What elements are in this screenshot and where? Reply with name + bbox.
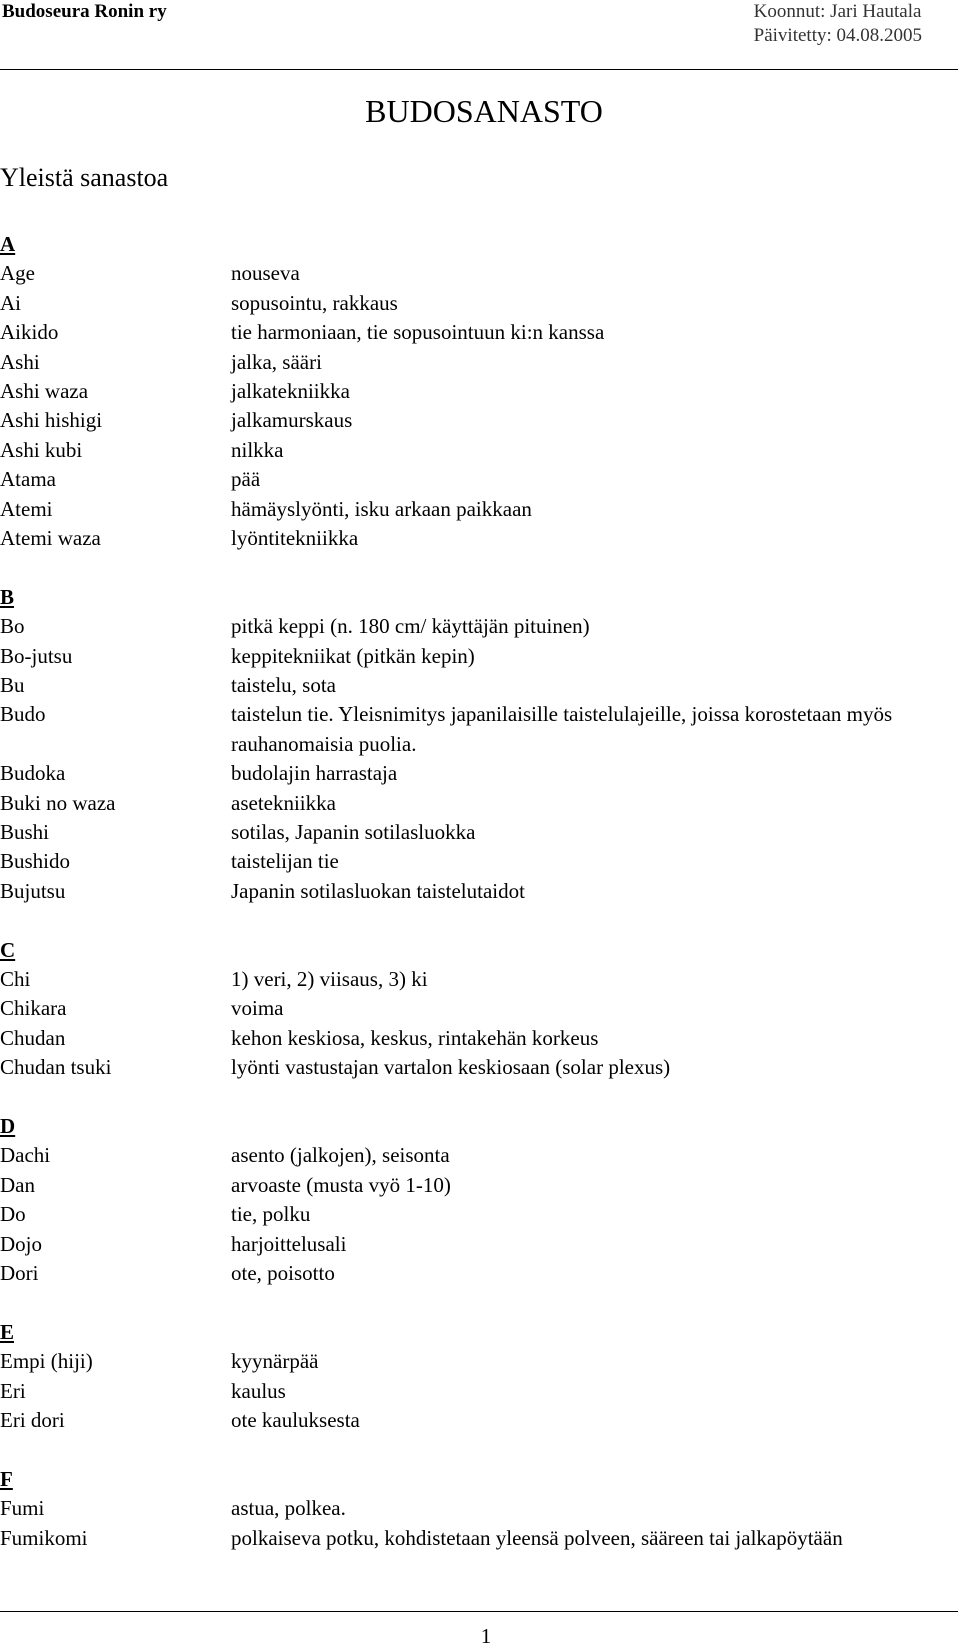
glossary-entry — [0, 789, 940, 818]
glossary-entry — [0, 289, 940, 318]
entry-term: Ashi kubi — [0, 437, 83, 462]
glossary-entry — [0, 847, 940, 876]
glossary-entry — [0, 259, 940, 288]
entry-definition: pitkä keppi (n. 180 cm/ käyttäjän pituinen) — [231, 614, 590, 639]
entry-definition: kehon keskiosa, keskus, rintakehän korkeus — [231, 1025, 599, 1050]
document-title-text: BUDOSANASTO — [365, 93, 603, 129]
glossary-section-a — [0, 230, 940, 553]
entry-definition: tie, polku — [231, 1202, 311, 1227]
entry-term: Bushi — [0, 820, 50, 845]
glossary-entry — [0, 671, 940, 700]
glossary-section-f — [0, 1465, 940, 1553]
section-letter: B — [0, 584, 15, 609]
entry-term: Atama — [0, 467, 56, 492]
glossary-entry — [0, 994, 940, 1023]
section-letter: C — [0, 937, 16, 962]
glossary-entry — [0, 1259, 940, 1288]
section-letter: E — [0, 1319, 15, 1344]
entry-definition: lyönti vastustajan vartalon keskiosaan (solar plexus) — [231, 1055, 671, 1080]
glossary — [0, 230, 940, 1553]
entry-definition: sotilas, Japanin sotilasluokka — [231, 820, 476, 845]
entry-term: Empi (hiji) — [0, 1349, 93, 1374]
section-gap — [0, 1083, 940, 1112]
entry-term: Ashi — [0, 349, 40, 374]
entry-definition: harjoittelusali — [231, 1231, 347, 1256]
entry-definition: arvoaste (musta vyö 1-10) — [231, 1172, 451, 1197]
glossary-entry — [0, 436, 940, 465]
entry-definition: pää — [231, 467, 261, 492]
glossary-entry — [0, 524, 940, 553]
section-letter: D — [0, 1114, 16, 1139]
entry-definition: nouseva — [231, 261, 300, 286]
entry-term: Budoka — [0, 761, 66, 786]
glossary-entry — [0, 1200, 940, 1229]
glossary-entry — [0, 612, 940, 641]
entry-term: Atemi waza — [0, 526, 101, 551]
footer-divider — [0, 1611, 958, 1612]
glossary-entry — [0, 818, 940, 847]
entry-term: Bushido — [0, 849, 71, 874]
entry-term: Fumi — [0, 1496, 45, 1521]
entry-definition: asetekniikka — [231, 790, 336, 815]
glossary-entry — [0, 406, 940, 435]
entry-term: Dojo — [0, 1231, 42, 1256]
entry-definition: budolajin harrastaja — [231, 761, 398, 786]
glossary-entry — [0, 965, 940, 994]
entry-term: Budo — [0, 702, 46, 727]
entry-definition: astua, polkea. — [231, 1496, 346, 1521]
entry-term: Dori — [0, 1261, 39, 1286]
entry-term: Chikara — [0, 996, 67, 1021]
entry-definition: sopusointu, rakkaus — [231, 290, 398, 315]
entry-definition: tie harmoniaan, tie sopusointuun ki:n kanssa — [231, 320, 605, 345]
entry-term: Eri — [0, 1378, 26, 1403]
glossary-entry — [0, 1406, 940, 1435]
entry-term: Ashi hishigi — [0, 408, 103, 433]
entry-definition: jalka, sääri — [231, 349, 322, 374]
entry-term: Fumikomi — [0, 1525, 88, 1550]
entry-definition: voima — [231, 996, 284, 1021]
header-meta — [754, 0, 922, 48]
header-divider — [0, 69, 958, 70]
entry-definition: jalkatekniikka — [231, 379, 350, 404]
entry-term: Bo-jutsu — [0, 643, 73, 668]
glossary-entry — [0, 1347, 940, 1376]
entry-definition: polkaiseva potku, kohdistetaan yleensä polveen, sääreen tai jalkapöytään — [231, 1525, 843, 1550]
entry-definition: nilkka — [231, 437, 284, 462]
glossary-entry — [0, 1024, 940, 1053]
glossary-entry — [0, 465, 940, 494]
entry-definition: jalkamurskaus — [231, 408, 353, 433]
glossary-entry — [0, 1053, 940, 1082]
entry-definition: Japanin sotilasluokan taistelutaidot — [231, 878, 525, 903]
glossary-entry — [0, 700, 940, 759]
entry-definition: asento (jalkojen), seisonta — [231, 1143, 450, 1168]
glossary-entry — [0, 642, 940, 671]
section-subtitle: Yleistä sanastoa — [0, 163, 169, 192]
entry-term: Aikido — [0, 320, 59, 345]
glossary-entry — [0, 1524, 940, 1553]
updated-date: Päivitetty: 04.08.2005 — [753, 25, 922, 46]
glossary-section-b — [0, 583, 940, 906]
entry-term: Chudan tsuki — [0, 1055, 112, 1080]
entry-term: Age — [0, 261, 35, 286]
glossary-entry — [0, 495, 940, 524]
entry-term: Bu — [0, 673, 25, 698]
entry-definition: lyöntitekniikka — [231, 526, 359, 551]
section-letter: F — [0, 1466, 13, 1491]
entry-term: Eri dori — [0, 1408, 65, 1433]
page-number — [0, 1623, 960, 1649]
document-title — [0, 92, 960, 130]
glossary-entry — [0, 377, 940, 406]
glossary-section-c — [0, 936, 940, 1083]
entry-term: Dan — [0, 1172, 35, 1197]
glossary-entry — [0, 1171, 940, 1200]
glossary-entry — [0, 1141, 940, 1170]
section-gap — [0, 1436, 940, 1465]
entry-term: Bujutsu — [0, 878, 66, 903]
entry-definition: ote, poisotto — [231, 1261, 335, 1286]
entry-term: Dachi — [0, 1143, 51, 1168]
entry-definition: ote kauluksesta — [231, 1408, 360, 1433]
section-gap — [0, 1289, 940, 1318]
entry-definition: kyynärpää — [231, 1349, 319, 1374]
page-number-text: 1 — [480, 1624, 492, 1648]
organization-name: Budoseura Ronin ry — [2, 1, 167, 22]
glossary-entry — [0, 877, 940, 906]
entry-term: Buki no waza — [0, 790, 116, 815]
entry-definition: taistelu, sota — [231, 673, 336, 698]
entry-term: Bo — [0, 614, 25, 639]
glossary-entry — [0, 1494, 940, 1523]
entry-term: Chudan — [0, 1025, 66, 1050]
entry-definition: 1) veri, 2) viisaus, 3) ki — [231, 967, 428, 992]
entry-definition: kaulus — [231, 1378, 286, 1403]
entry-definition: keppitekniikat (pitkän kepin) — [231, 643, 475, 668]
entry-term: Atemi — [0, 496, 53, 521]
entry-definition: hämäyslyönti, isku arkaan paikkaan — [231, 496, 532, 521]
entry-definition: taistelun tie. Yleisnimitys japanilaisille taistelulajeille, joissa korostetaan myös rauhanomaisia puolia. — [231, 702, 893, 756]
entry-term: Chi — [0, 967, 31, 992]
glossary-entry — [0, 1230, 940, 1259]
entry-term: Ai — [0, 290, 21, 315]
glossary-entry — [0, 318, 940, 347]
glossary-entry — [0, 348, 940, 377]
compiled-by: Koonnut: Jari Hautala — [753, 1, 922, 22]
entry-definition: taistelijan tie — [231, 849, 339, 874]
entry-term: Do — [0, 1202, 26, 1227]
section-letter: A — [0, 232, 16, 256]
section-gap — [0, 906, 940, 935]
entry-term: Ashi waza — [0, 379, 89, 404]
glossary-section-e — [0, 1318, 940, 1436]
section-gap — [0, 553, 940, 582]
glossary-entry — [0, 1377, 940, 1406]
glossary-section-d — [0, 1112, 940, 1288]
glossary-entry — [0, 759, 940, 788]
